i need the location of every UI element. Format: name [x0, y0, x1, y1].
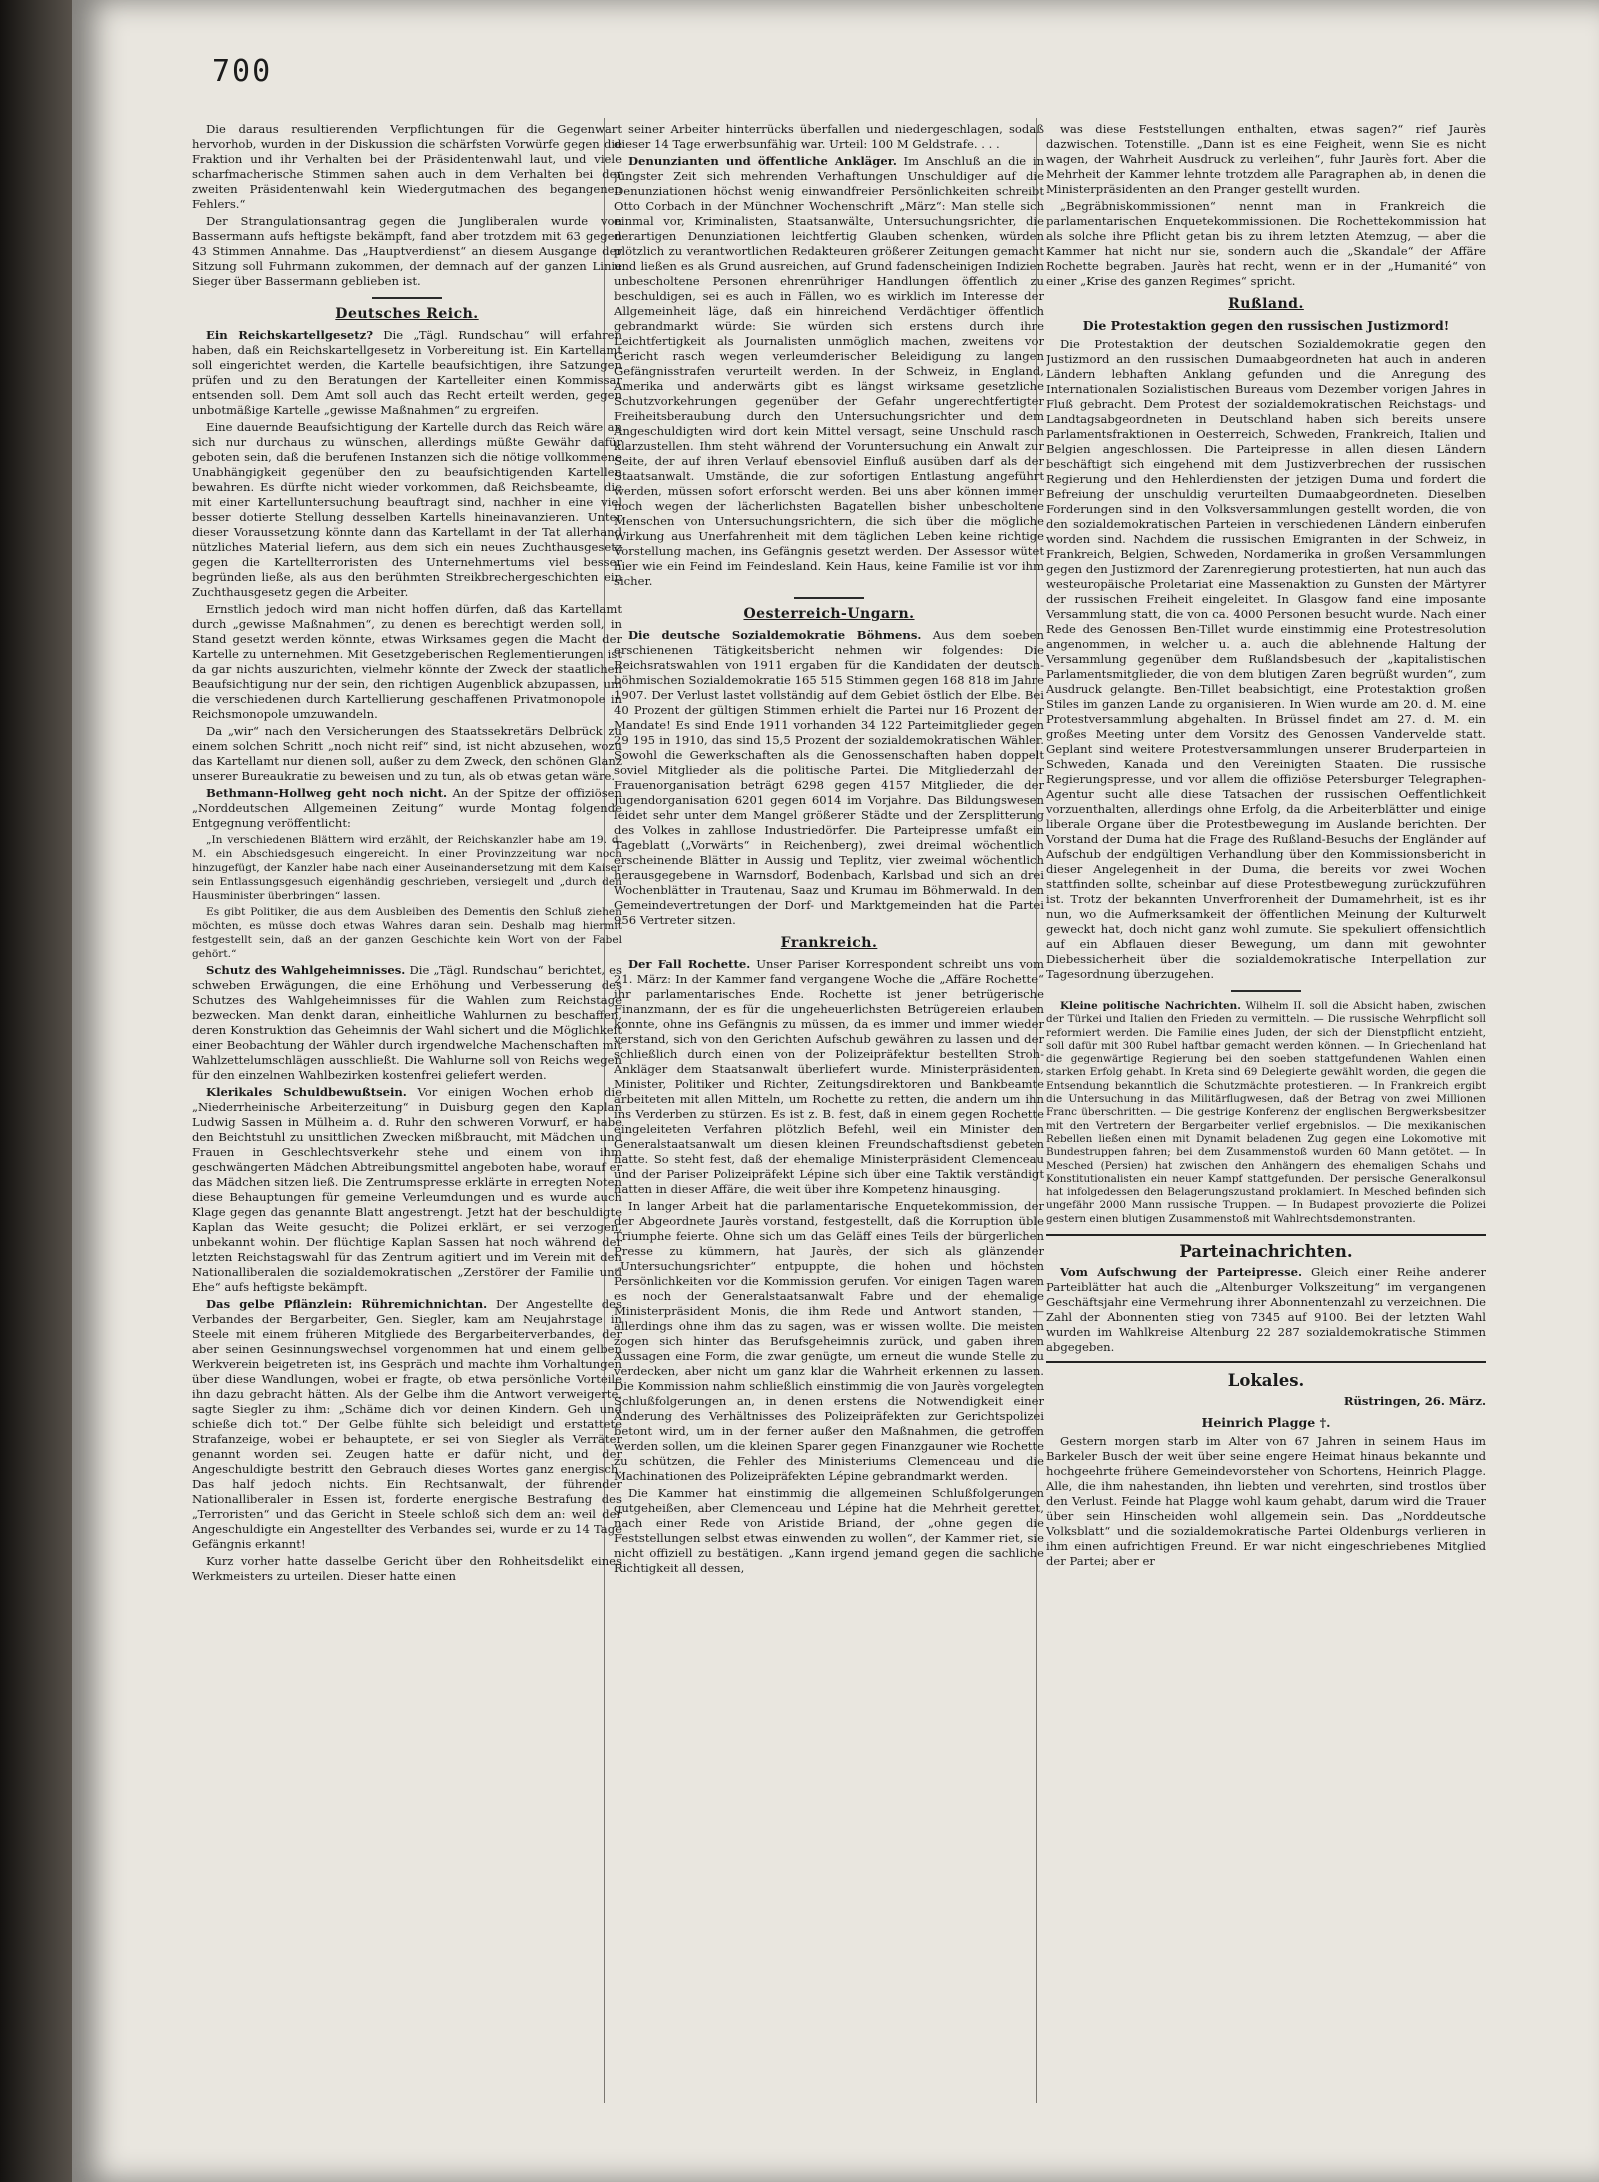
paragraph: seiner Arbeiter hinterrücks überfallen und niedergeschlagen, sodaß dieser 14 Tage erwerbsunfähig war. Urteil: 100 M Geldstrafe. . . . [614, 122, 1044, 151]
paragraph [1046, 1000, 1486, 1226]
divider [794, 597, 864, 599]
column-1 [192, 122, 622, 2112]
paragraph [614, 154, 1044, 589]
paragraph-body: Vor einigen Wochen erhob die „Niederrheinische Arbeiterzeitung“ in Duisburg gegen den Kaplan Ludwig Sassen in Mülheim a. d. Ruhr den schweren Vorwurf, er habe den Beichtstuhl zu unsittlichen Zwecken mißbraucht, mit Mädchen und Frauen in Geschlechtsverkehr stehe und einem von ihm geschwängerten Mädchen Abtreibungsmittel angeboten habe, worauf er das Mädchen sitzen ließ. Die Zentrumspresse erklärte in erregten Noten diese Behauptungen für gemeine Verleumdungen und es wurde auch Klage gegen das genannte Blatt angestrengt. Jetzt hat der beschuldigte Kaplan das Weite gesucht; die Polizei erklärt, er sei verzogen, unbekannt wohin. Der flüchtige Kaplan Sassen hat noch während der letzten Reichstagswahl für das Zentrum agitiert und im Verein mit den Nationalliberalen die sozialdemokratischen „Zerstörer der Familie und Ehe“ aufs heftigste bekämpft. [192, 1085, 622, 1294]
paragraph [614, 957, 1044, 1197]
paragraph-lead: Vom Aufschwung der Parteipresse. [1060, 1265, 1303, 1280]
paragraph: Gestern morgen starb im Alter von 67 Jahren in seinem Haus im Barkeler Busch der weit über seine engere Heimat hinaus bekannte und hochgeehrte frühere Gemeindevorsteher von Schortens, Heinrich Plagge. Alle, die ihm nahestanden, ihn liebten und verehrten, sind trostlos über den Verlust. Feinde hat Plagge wohl kaum gehabt, darum wird die Trauer über sein Hinscheiden wohl allgemein sein. Das „Norddeutsche Volksblatt“ und die sozialdemokratische Partei Oldenburgs verlieren in ihm einen aufrichtigen Freund. Er war nicht eingeschriebenes Mitglied der Partei; aber er [1046, 1434, 1486, 1569]
divider [1231, 990, 1301, 992]
paragraph: Da „wir“ nach den Versicherungen des Staatssekretärs Delbrück zu einem solchen Schritt „noch nicht reif“ sind, ist nicht abzusehen, wozu das Kartellamt nur dienen soll, außer zu dem Zweck, den schönen Glanz unserer Bureaukratie zu beweisen und zu tun, als ob etwas getan wäre. [192, 724, 622, 783]
paragraph: Kurz vorher hatte dasselbe Gericht über den Rohheitsdelikt eines Werkmeisters zu urteilen. Dieser hatte einen [192, 1554, 622, 1583]
paragraph-body: Gleich einer Reihe anderer Parteiblätter hat auch die „Altenburger Volkszeitung“ im vergangenen Geschäftsjahr eine Vermehrung ihrer Abonnentenzahl zu verzeichnen. Die Zahl der Abonnenten stieg von 7345 auf 9100. Bei der letzten Wahl wurden im Wahlkreise Altenburg 22 287 sozialdemokratische Stimmen abgegeben. [1046, 1265, 1486, 1355]
paragraph-lead: Denunzianten und öffentliche Ankläger. [628, 154, 897, 168]
paragraph: Der Strangulationsantrag gegen die Jungliberalen wurde von Bassermann aufs heftigste bekämpft, fand aber trotzdem mit 63 gegen 43 Stimmen Annahme. Das „Hauptverdienst“ an diesem Ausgange der Sitzung soll Fuhrmann zukommen, der demnach auf der ganzen Linie Sieger über Bassermann geblieben ist. [192, 214, 622, 288]
paragraph [614, 628, 1044, 928]
paragraph: „Begräbniskommissionen“ nennt man in Frankreich die parlamentarischen Enquetekommissionen. Die Rochettekommission hat als solche ihre Pflicht getan bis zu ihrem letzten Atemzug, — aber die Kammer hat nicht nur sie, sondern auch die „Skandale“ der Affäre Rochette begraben. Jaurès hat recht, wenn er in der „Humanité“ von einer „Krise des ganzen Regimes“ spricht. [1046, 199, 1486, 288]
column-2 [614, 122, 1044, 2112]
section-heading: Oesterreich-Ungarn. [743, 606, 915, 622]
column-3 [1046, 122, 1486, 2112]
article-heading: Heinrich Plagge †. [1201, 1415, 1331, 1431]
section-heading: Frankreich. [780, 935, 878, 951]
paragraph-body: Die „Tägl. Rundschau“ berichtet, es schweben Erwägungen, die eine Erhöhung und Verbesserung des Schutzes des Wahlgeheimnisses für die Wahlen zum Reichstage bezwecken. Man denkt daran, einheitliche Wahlurnen zu beschaffen, deren Konstruktion das Geheimnis der Wahl sichert und die Möglichkeit einer Beobachtung der Wähler durch irgendwelche Machenschaften mit Wahlzettelumschlägen ausschließt. Die Wahlurne soll von Reichs wegen für den einzelnen Wahlbezirken kostenfrei geliefert werden. [192, 963, 622, 1082]
paragraph: In langer Arbeit hat die parlamentarische Enquetekommission, der der Abgeordnete Jaurès vorstand, festgestellt, daß die Korruption üble Triumphe feierte. Ohne sich um das Geläff eines Teils der bürgerlichen Presse zu kümmern, hat Jaurès, der sich als glänzender „Untersuchungsrichter“ entpuppte, die hohen und höchsten Persönlichkeiten vor die Kommission gerufen. Vor einigen Tagen waren es noch der Generalstaatsanwalt Fabre und der ehemalige Ministerpräsident Monis, die ihm Rede und Antwort standen, — allerdings ohne ihm das zu sagen, was er wissen wollte. Die meisten zogen sich hinter das Berufsgeheimnis zurück, und gaben ihren Aussagen eine Form, die zwar genügte, um erneut die wunde Stelle zu verdecken, aber nicht um ganz klar die Wahrheit erkennen zu lassen. Die Kommission nahm schließlich einstimmig die von Jaurès vorgelegten Schlußfolgerungen an, in denen erstens die Notwendigkeit einer Änderung des Verhältnisses des Polizeipräfekten zur Gerichtspolizei betont wird, um in der ferner außer den Maßnahmen, die getroffen werden sollen, um die kleinen Sparer gegen Finanzgauner wie Rochette zu schützen, die Fehler des Ministeriums Clemenceau und die Machinationen des Polizeipräfekten Lépine gebrandmarkt werden. [614, 1199, 1044, 1483]
paragraph: Die Kammer hat einstimmig die allgemeinen Schlußfolgerungen gutgeheißen, aber Clemenceau und Lépine hat die Mehrheit gerettet, nach einer Rede von Aristide Briand, der „ohne gegen die Feststellungen selbst etwas einwenden zu wollen“, der Kammer riet, sie nicht offiziell zu bestätigen. „Kann irgend jemand gegen die sachliche Richtigkeit all dessen, [614, 1486, 1044, 1575]
paragraph-lead: Der Fall Rochette. [628, 957, 751, 971]
paragraph [192, 1297, 622, 1552]
paragraph-lead: Bethmann-Hollweg geht noch nicht. [206, 786, 448, 800]
paragraph-body: Die „Tägl. Rundschau“ will erfahren haben, daß ein Reichskartellgesetz in Vorbereitung ist. Ein Kartellamt soll eingerichtet werden, die Kartelle beaufsichtigen, ihre Satzungen prüfen und zu den Beratungen der Kartelleiter einen Kommissar entsenden soll. Dem Amt soll auch das Recht erteilt werden, gegen unbotmäßige Kartelle „gewisse Maßnahmen“ zu ergreifen. [192, 328, 622, 417]
quoted-statement [192, 833, 622, 961]
paragraph: was diese Feststellungen enthalten, etwas sagen?“ rief Jaurès dazwischen. Totenstille. „Dann ist es eine Feigheit, wenn Sie es nicht wagen, der Wahrheit Ausdruck zu verleihen“, fuhr Jaurès fort. Aber die Mehrheit der Kammer lehnte trotzdem alle Paragraphen ab, in denen die Ministerpräsidenten an den Pranger gestellt wurden. [1046, 122, 1486, 196]
newspaper-page [72, 0, 1599, 2182]
party-news-box [1046, 1234, 1486, 1363]
paragraph-lead: Klerikales Schuldbewußtsein. [206, 1085, 407, 1099]
paragraph-lead: Das gelbe Pflänzlein: Rühremichnichtan. [206, 1297, 488, 1311]
section-heading: Lokales. [1227, 1371, 1305, 1391]
paragraph-lead: Ein Reichskartellgesetz? [206, 328, 373, 342]
section-heading: Rußland. [1228, 296, 1304, 312]
paragraph: Eine dauernde Beaufsichtigung der Kartelle durch das Reich wäre an sich nur durchaus zu wünschen, allerdings müßte Gewähr dafür geboten sein, daß die berufenen Instanzen sich die nötige vollkommene Unabhängigkeit gegenüber den zu beaufsichtigenden Kartellen bewahren. Es dürfte nicht wieder vorkommen, daß Reichsbeamte, die mit einer Kartelluntersuchung beauftragt sind, nachher in eine viel besser dotierte Stellung desselben Kartells hineinavanzieren. Unter dieser Voraussetzung könnte dann das Kartellamt in der Tat allerhand nützliches Material liefern, aus dem sich ein neues Zuchthausgesetz gegen die Kartellterroristen des Unternehmertums viel besser begründen ließe, als aus den berühmten Streikbrechergeschichten ein Zuchthausgesetz gegen die Arbeiter. [192, 420, 622, 599]
paragraph [192, 963, 622, 1083]
paragraph: „In verschiedenen Blättern wird erzählt, der Reichskanzler habe am 19. d. M. ein Abschiedsgesuch eingereicht. In einer Provinzzeitung war noch hinzugefügt, der Kanzler habe nach einer Auseinandersetzung mit dem Kaiser sein Entlassungsgesuch eigenhändig geschrieben, versiegelt und „durch den Hausminister überbringen“ lassen. [192, 834, 622, 902]
dateline: Rüstringen, 26. März. [1343, 1394, 1486, 1409]
news-briefs [1046, 1000, 1486, 1226]
paragraph [1046, 1265, 1486, 1355]
paragraph-body: Im Anschluß an die in jüngster Zeit sich mehrenden Verhaftungen Unschuldiger auf die Denunziationen höchst wenig einwandfreier Persönlichkeiten schreibt Otto Corbach in der Münchner Wochenschrift „März“: Man stelle sich einmal vor, Kriminalisten, Staatsanwälte, Untersuchungsrichter, die derartigen Denunziationen leichtfertig Glauben schenken, würden plötzlich zu verantwortlichen Redakteuren größerer Zeitungen gemacht und ließen es als Grund ausreichen, auf Grund fadenscheinigen Indizien unbescholtene Personen ehrenrühriger Handlungen öffentlich zu beschuldigen, sei es auch in Fällen, wo es wirklich im Interesse der Allgemeinheit läge, daß ein hinreichend Verdächtiger öffentlich gebrandmarkt würde: Sie würden sich erstens durch ihre Leichtfertigkeit als Journalisten unmöglich machen, zweitens vor Gericht rasch wegen verleumderischer Beleidigung zu langen Gefängnisstrafen verurteilt werden. In der Schweiz, in England, Amerika und anderwärts gibt es längst wirksame gesetzliche Schutzvorkehrungen gegenüber der Gefahr ungerechtfertigter Freiheitsberaubung durch den Untersuchungsrichter und dem Angeschuldigten wird dort kein Mittel versagt, seine Unschuld rasch klarzustellen. Ihm steht während der Voruntersuchung ein Anwalt zur Seite, der auf ihren Verlauf ebensoviel Einfluß ausüben darf als der Staatsanwalt. Umstände, die zur sofortigen Entlastung angeführt werden, müssen sofort erforscht werden. Bei uns aber können immer noch wegen der lächerlichsten Bagatellen bisher unbescholtene Menschen von Untersuchungsrichtern, die sich über die mögliche Wirkung aus Unerfahrenheit mit dem täglichen Leben keine richtige Vorstellung machen, ins Gefängnis gesetzt werden. Der Assessor wütet hier wie ein Feind im Feindesland. Kein Haus, keine Familie ist vor ihm sicher. [614, 154, 1044, 588]
section-heading: Parteinachrichten. [1179, 1242, 1353, 1262]
paragraph-body: Aus dem soeben erschienenen Tätigkeitsbericht nehmen wir folgendes: Die Reichsratswahlen von 1911 ergaben für die Kandidaten der deutsch-böhmischen Sozialdemokratie 165 515 Stimmen gegen 168 818 im Jahre 1907. Der Verlust lastet vollständig auf dem Gebiet östlich der Elbe. Bei 40 Prozent der gültigen Stimmen erhielt die Partei nur 16 Prozent der Mandate! Es sind Ende 1911 vorhanden 34 122 Parteimitglieder gegen 29 195 in 1910, das sind 15,5 Prozent der sozialdemokratischen Wähler. Sowohl die Gewerkschaften als die Genossenschaften haben doppelt soviel Mitglieder als die politische Partei. Die Mitgliederzahl der Frauenorganisation beträgt 6298 gegen 4157 Mitglieder, die der Jugendorganisation 6201 gegen 6014 im Vorjahre. Das Bildungswesen leidet sehr unter dem Mangel größerer Städte und der Zersplitterung des Volkes in zahllose Industriedörfer. Die Parteipresse umfaßt ein Tageblatt („Vorwärts“ in Reichenberg), zwei dreimal wöchentlich erscheinende Blätter in Aussig und Teplitz, vier zweimal wöchentlich herausgegebene in Warnsdorf, Bodenbach, Karlsbad und sich an drei Wochenblätter in Trautenau, Saaz und Krumau im Böhmerwald. In den Gemeindevertretungen der Dorf- und Marktgemeinden hat die Partei 956 Vertreter sitzen. [614, 628, 1044, 927]
divider [372, 297, 442, 299]
section-heading: Deutsches Reich. [335, 306, 479, 322]
paragraph [192, 786, 622, 831]
paragraph: Es gibt Politiker, die aus dem Ausbleiben des Dementis den Schluß ziehen möchten, es müsse doch etwas Wahres daran sein. Deshalb mag hiermit festgestellt sein, daß an der ganzen Geschichte kein Wort von der Fabel gehört.“ [192, 906, 622, 960]
paragraph: Die daraus resultierenden Verpflichtungen für die Gegenwart hervorhob, wurden in der Diskussion die schärfsten Vorwürfe gegen die Fraktion und ihr Verhalten bei der Präsidentenwahl laut, und viele scharfmacherische Stimmen sahen auch in dem Verhalten bei der zweiten Präsidentenwahl kein Wiedergutmachen des begangenen Fehlers.“ [192, 122, 622, 211]
paragraph [192, 328, 622, 418]
paragraph-lead: Kleine politische Nachrichten. [1060, 1000, 1241, 1012]
paragraph [192, 1085, 622, 1295]
paragraph-body: Unser Pariser Korrespondent schreibt uns vom 21. März: In der Kammer fand vergangene Woche die „Affäre Rochette“ ihr parlamentarisches Ende. Rochette ist jener betrügerische Finanzmann, der es für die ungeheuerlichsten Betrügereien erlauben konnte, ohne ins Gefängnis zu müssen, da es immer und immer wieder verstand, sich von den Gerichten Aufschub gewähren zu lassen und der schließlich durch einen von der Polizeipräfektur bestellten Stroh-Ankläger dem Staatsanwalt überliefert wurde. Ministerpräsidenten, Minister, Politiker und Richter, Zeitungsdirektoren und Bankbeamte arbeiteten mit allen Mitteln, um Rochette zu retten, die andern um ihn ins Verderben zu stürzen. Es ist z. B. fest, daß in einem gegen Rochette eingeleiteten Verfahren plötzlich Befehl, weil ein Minister den Generalstaatsanwalt um diesen kleinen Freundschaftsdienst gebeten hatte. So steht fest, daß der ehemalige Ministerpräsident Clemenceau und der Pariser Polizeipräfekt Lépine sich über eine Taktik verständigt hatten in dieser Affäre, die weit über ihre Kompetenz hinausging. [614, 957, 1044, 1196]
paragraph-body: Wilhelm II. soll die Absicht haben, zwischen der Türkei und Italien den Frieden zu vermitteln. — Die russische Wehrpflicht soll reformiert werden. Die Familie eines Juden, der sich der Dienstpflicht entzieht, soll dafür mit 300 Rubel haftbar gemacht werden können. — In Griechenland hat die gegenwärtige Regierung bei den soeben stattgefundenen Wahlen einen starken Erfolg gehabt. In Kreta sind 69 Delegierte gewählt worden, die gegen die Entsendung bekanntlich die Schutzmächte protestieren. — In Frankreich ergibt die Untersuchung in das Militärflugwesen, daß der Betrag von zwei Millionen Franc überschritten. — Die gestrige Konferenz der englischen Bergwerksbesitzer mit den Vertretern der Bergarbeiter verlief ergebnislos. — Die mexikanischen Rebellen ließen einen mit Dynamit beladenen Zug gegen eine Lokomotive mit Bundestruppen fahren; bei dem Zusammenstoß wurden 60 Mann getötet. — In Mesched (Persien) hat zwischen den Anhängern des ehemaligen Schahs und Konstitutionalisten ein neuer Kampf stattgefunden. Der persische Generalkonsul hat infolgedessen den Belagerungszustand proklamiert. In Mesched befinden sich ungefähr 2000 Mann russische Truppen. — In Budapest provozierte die Polizei gestern einen blutigen Zusammenstoß mit Wahlrechtsdemonstranten. [1046, 1000, 1486, 1225]
page-number: 700 [212, 54, 273, 89]
book-spine-shadow [0, 0, 72, 2182]
paragraph-body: Der Angestellte des Verbandes der Bergarbeiter, Gen. Siegler, kam am Neujahrstage in Steele mit einem früheren Mitgliede des Bergarbeiterverbandes, der aber seinen Gesinnungswechsel vorgenommen hat und einem gelben Werkverein beigetreten ist, ins Gespräch und machte ihm Vorhaltungen über diese Wandlungen, wobei er fragte, ob etwa persönliche Vorteile ihn dazu gebracht hätten. Als der Gelbe ihm die Antwort verweigerte, sagte Siegler zu ihm: „Schäme dich vor deinen Kindern. Geh und schieße dich tot.“ Der Gelbe fühlte sich beleidigt und erstattete Strafanzeige, wobei er behauptete, er sei von Siegler als Verräter genannt worden sei. Zeugen hatte er dafür nicht, und der Angeschuldigte bestritt den Gebrauch dieses Wortes ganz energisch. Das half jedoch nichts. Ein Rechtsanwalt, der führender Nationalliberaler in Essen ist, forderte energische Bestrafung des „Terroristen“ und das Gericht in Steele schloß sich dem an: weil der Angeschuldigte ein Angestellter des Verbandes sei, wurde er zu 14 Tage Gefängnis erkannt! [192, 1297, 622, 1551]
paragraph-lead: Die deutsche Sozialdemokratie Böhmens. [628, 628, 922, 642]
paragraph-body: An der Spitze der offiziösen „Norddeutschen Allgemeinen Zeitung“ wurde Montag folgende Entgegnung veröffentlicht: [192, 786, 622, 830]
paragraph: Ernstlich jedoch wird man nicht hoffen dürfen, daß das Kartellamt durch „gewisse Maßnahmen“, zu denen es berechtigt werden soll, in Stand gesetzt werden könnte, etwas Wirksames gegen die Macht der Kartelle zu unternehmen. Mit Gesetzgeberischen Reglementierungen ist da gar nichts auszurichten, vielmehr könnte der Zweck der staatlichen Beaufsichtigung nur der sein, den richtigen Augenblick abzupassen, um die verschiedenen durch Kartellierung geschaffenen Privatmonopole in Reichsmonopole umzuwandeln. [192, 602, 622, 721]
paragraph: Die Protestaktion der deutschen Sozialdemokratie gegen den Justizmord an den russischen Dumaabgeordneten hat auch in anderen Ländern lebhaften Anklang gefunden und die Anregung des Internationalen Sozialistischen Bureaus vom Dezember vorigen Jahres in Fluß gebracht. Dem Protest der sozialdemokratischen Reichstags- und Landtagsabgeordneten in Deutschland haben sich bereits unsere Parlamentsfraktionen in Oesterreich, Schweden, Frankreich, Italien und Belgien angeschlossen. Die Parteipresse in allen diesen Ländern beschäftigt sich eingehend mit dem Justizverbrechen der russischen Regierung und den Hehlerdiensten der jetzigen Duma und fordert die Befreiung der unschuldig verurteilten Dumaabgeordneten. Dieselben Forderungen sind in den Volksversammlungen gestellt worden, die von den sozialdemokratischen Parteien in verschiedenen Ländern einberufen worden sind. Nachdem die russischen Emigranten in der Schweiz, in Frankreich, Belgien, Schweden, Nordamerika in großen Versammlungen gegen den Justizmord der Zarenregierung protestierten, hat nun auch das westeuropäische Proletariat eine Massenaktion zu Gunsten der Märtyrer der russischen Freiheit eingeleitet. In Glasgow fand eine imposante Versammlung statt, die von ca. 4000 Personen besucht wurde. Nach einer Rede des Genossen Ben-Tillet wurde einstimmig eine Protestresolution angenommen, in welcher u. a. auch die ablehnende Haltung der Versammlung gegenüber dem Rußlandsbesuch der „kapitalistischen Parlamentsmitglieder, die von dem blutigen Zaren begrüßt wurden“, zum Ausdruck gelangte. Ben-Tillet beabsichtigt, eine Protestaktion großen Stiles im ganzen Lande zu organisieren. In Wien wurde am 20. d. M. eine Protestversammlung abgehalten. In Brüssel findet am 27. d. M. ein großes Meeting unter dem Vorsitz des Genossen Vandervelde statt. Geplant sind weitere Protestversammlungen unserer Bruderparteien in Schweden, Kanada und den Vereinigten Staaten. Die russische Regierungspresse, und vor allem die offiziöse Petersburger Telegraphen-Agentur sucht alle diese Tatsachen der russischen Oeffentlichkeit vorzuenthalten, allerdings ohne Erfolg, da die Arbeiterblätter und einige liberale Organe über die Protestbewegung im Auslande berichten. Der Vorstand der Duma hat die Frage des Rußland-Besuchs der Engländer auf Aufschub der endgültigen Verhandlung über den Kommissionsbericht in dieser Angelegenheit in der Duma, die bereits vor zwei Wochen stattfinden sollte, scheinbar auf diese Protestbewegung zurückzuführen ist. Trotz der bekannten Unverfrorenheit der Dumamehrheit, ist es ihr nun, wo die Aufmerksamkeit der öffentlichen Meinung der Kulturwelt geweckt hat, doch nicht ganz wohl zumute. Sie spekuliert offensichtlich auf ein Abflauen dieser Bewegung, um dann mit gewohnter Diebessicherheit über die sozialdemokratische Interpellation zur Tagesordnung überzugehen. [1046, 337, 1486, 981]
paragraph-lead: Schutz des Wahlgeheimnisses. [206, 963, 406, 977]
article-heading: Die Protestaktion gegen den russischen Justizmord! [1082, 318, 1450, 333]
